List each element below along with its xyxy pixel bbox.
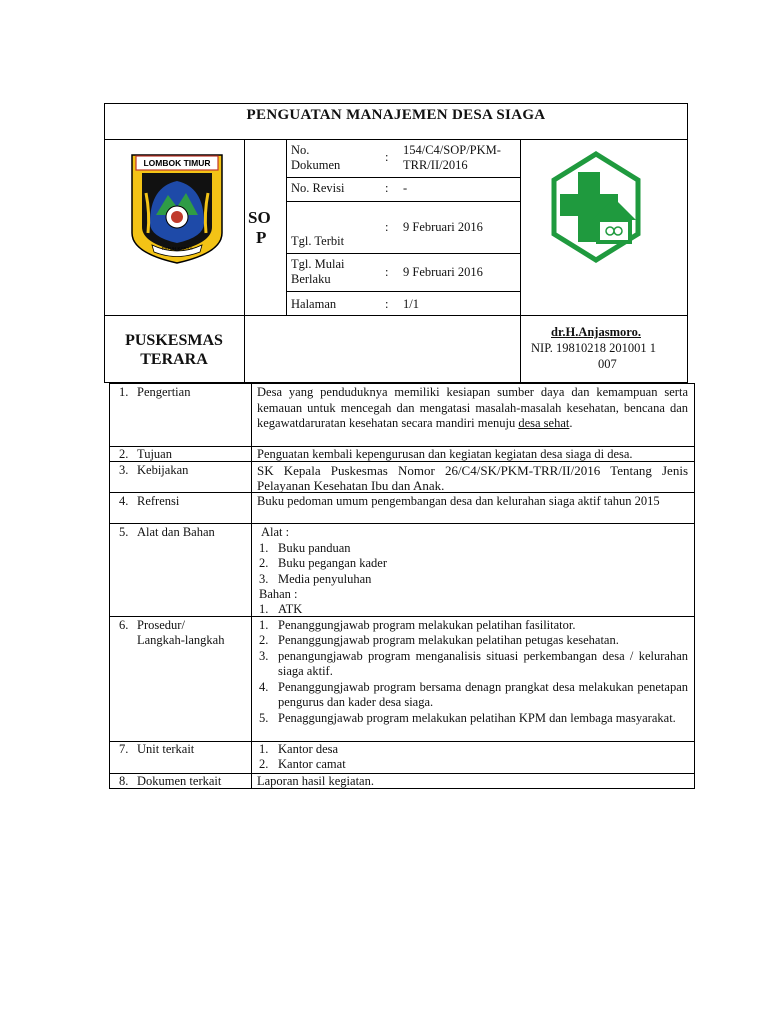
section-label-refrensi: Refrensi — [137, 494, 180, 508]
list-number: 2. — [259, 757, 269, 771]
section-label-dokumen: Dokumen terkait — [137, 774, 222, 788]
section-number: 1. — [119, 385, 129, 399]
field-value: 1/1 — [403, 297, 419, 311]
field-label: Tgl. Terbit — [291, 234, 345, 248]
section-number: 4. — [119, 494, 129, 508]
prosedur-item: Penanggungjawab program melakukan pelatihan fasilitator. — [278, 618, 576, 632]
list-number: 3. — [259, 649, 269, 663]
bahan-title: Bahan : — [259, 587, 298, 601]
section-number: 8. — [119, 774, 129, 788]
head-nip: 007 — [598, 357, 617, 371]
field-label: Tgl. Mulai — [291, 257, 345, 271]
logo-text-bottom: PATUH KARYA — [161, 246, 193, 251]
kebijakan-text: SK Kepala Puskesmas Nomor 26/C4/SK/PKM-TRR/II/2016 Tentang Jenis Pelayanan Kesehatan Ibu dan Anak. — [257, 463, 688, 493]
field-colon: : — [385, 297, 389, 311]
puskesmas-logo — [548, 150, 644, 269]
section-label-unit: Unit terkait — [137, 742, 195, 756]
org-name-line-1: PUSKESMAS — [125, 332, 223, 349]
list-number: 2. — [259, 633, 269, 647]
bahan-item: ATK — [278, 602, 303, 616]
unit-item: Kantor camat — [278, 757, 346, 771]
section-label-prosedur: Langkah-langkah — [137, 633, 225, 647]
head-nip: NIP. 19810218 201001 1 — [531, 341, 657, 355]
field-value: 9 Februari 2016 — [403, 265, 483, 279]
org-name-line-2: TERARA — [140, 351, 208, 368]
refrensi-text: Buku pedoman umum pengembangan desa dan kelurahan siaga aktif tahun 2015 — [257, 494, 660, 508]
prosedur-item: Penanggungjawab program bersama denagn prangkat desa melakukan penetapan pengurus dan kader desa siaga. — [278, 680, 688, 709]
section-label-kebijakan: Kebijakan — [137, 463, 189, 477]
list-number: 3. — [259, 572, 269, 586]
alat-title: Alat : — [261, 525, 290, 539]
lombok-timur-logo — [130, 153, 224, 270]
list-number: 4. — [259, 680, 269, 694]
list-number: 1. — [259, 618, 269, 632]
section-label-alat-bahan: Alat dan Bahan — [137, 525, 215, 539]
field-colon: : — [385, 220, 389, 234]
field-value: 154/C4/SOP/PKM- — [403, 143, 501, 157]
head-name: dr.H.Anjasmoro. — [551, 325, 641, 339]
field-label: No. — [291, 143, 310, 157]
alat-item: Buku pegangan kader — [278, 556, 387, 570]
list-number: 1. — [259, 602, 269, 616]
alat-item: Media penyuluhan — [278, 572, 372, 586]
field-value: TRR/II/2016 — [403, 158, 468, 172]
section-number: 2. — [119, 447, 129, 461]
alat-item: Buku panduan — [278, 541, 351, 555]
unit-item: Kantor desa — [278, 742, 339, 756]
field-label: No. Revisi — [291, 181, 345, 195]
pengertian-text: Desa yang penduduknya memiliki kesiapan sumber daya dan kemampuan serta kemauan untuk mencegah dan mengatasi masalah-masalah kesehatan, bencana dan kegawatdaruratan kesehatan secara mandiri menuju desa sehat. — [257, 385, 688, 430]
field-label: Halaman — [291, 297, 337, 311]
sop-label-2: P — [256, 228, 267, 247]
field-label: Dokumen — [291, 158, 341, 172]
document-title: PENGUATAN MANAJEMEN DESA SIAGA — [246, 107, 546, 123]
section-number: 7. — [119, 742, 129, 756]
dokumen-text: Laporan hasil kegiatan. — [257, 774, 374, 788]
prosedur-item: penangungjawab program menganalisis situasi perkembangan desa / kelurahan siaga aktif. — [278, 649, 688, 678]
field-value: 9 Februari 2016 — [403, 220, 483, 234]
logo-text-top: LOMBOK TIMUR — [143, 158, 211, 168]
list-number: 5. — [259, 711, 269, 725]
section-number: 5. — [119, 525, 129, 539]
section-number: 6. — [119, 618, 129, 632]
tujuan-text: Penguatan kembali kepengurusan dan kegiatan kegiatan desa siaga di desa. — [257, 447, 633, 461]
field-colon: : — [385, 150, 389, 164]
prosedur-item: Penaggungjawab program melakukan pelatihan KPM dan lembaga masyarakat. — [278, 711, 676, 725]
section-number: 3. — [119, 463, 129, 477]
list-number: 2. — [259, 556, 269, 570]
field-label: Berlaku — [291, 272, 331, 286]
field-colon: : — [385, 181, 389, 195]
green-cross-icon — [548, 150, 644, 264]
list-number: 1. — [259, 742, 269, 756]
prosedur-item: Penanggungjawab program melakukan pelatihan petugas kesehatan. — [278, 633, 619, 647]
field-colon: : — [385, 265, 389, 279]
sop-label-1: SO — [248, 208, 271, 227]
section-label-pengertian: Pengertian — [137, 385, 191, 399]
section-label-prosedur: Prosedur/ — [137, 618, 185, 632]
list-number: 1. — [259, 541, 269, 555]
section-label-tujuan: Tujuan — [137, 447, 172, 461]
field-value: - — [403, 181, 408, 195]
